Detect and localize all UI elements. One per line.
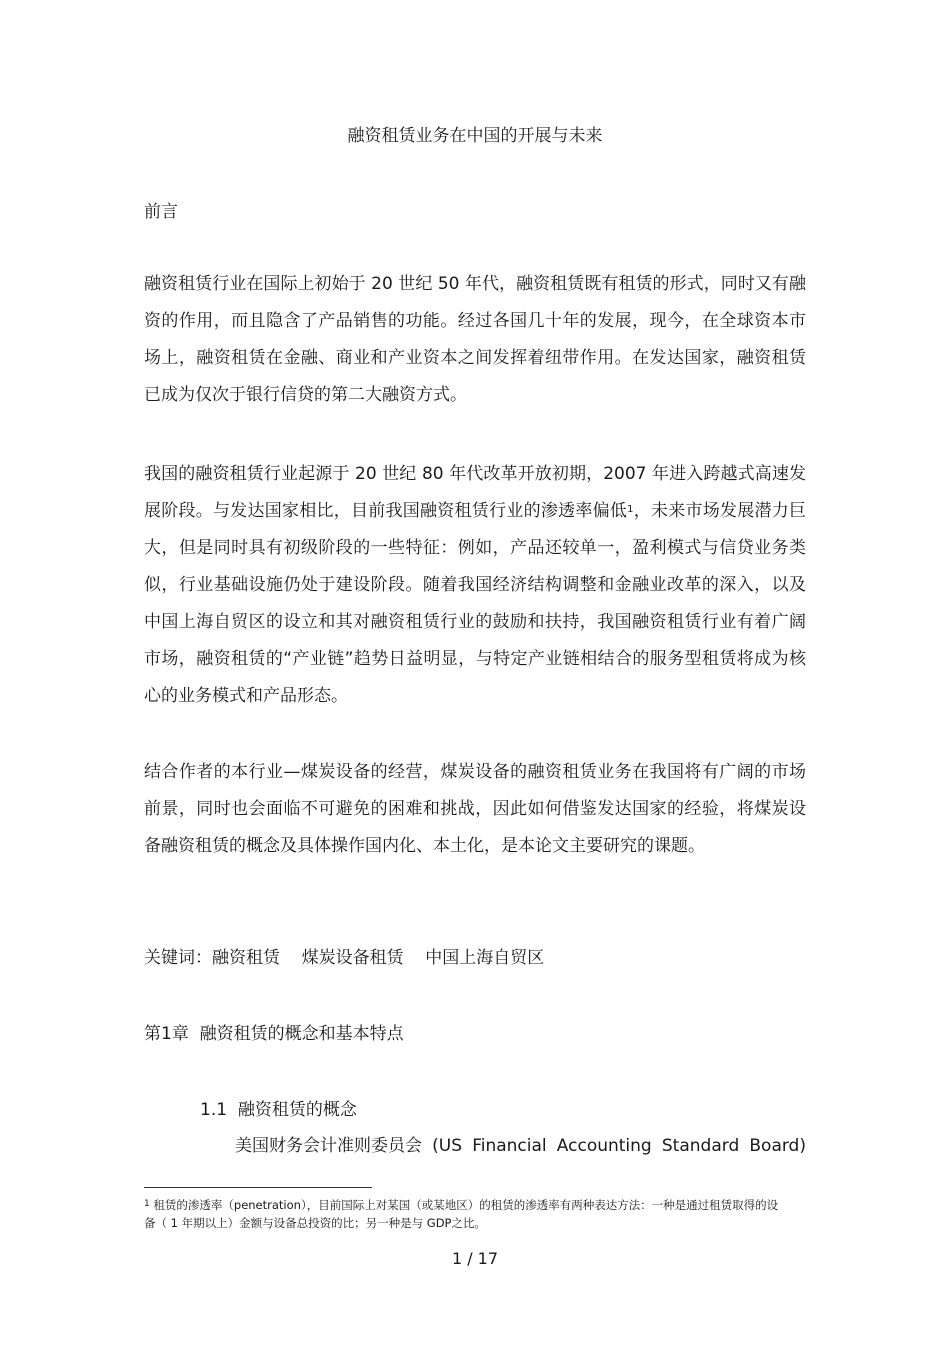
footnote-reference[interactable]: 1 <box>627 504 634 515</box>
page-number: 1 / 17 <box>451 1249 499 1268</box>
section-line-word: 美国财务会计准则委员会 <box>235 1136 422 1156</box>
section-heading: 1.1 融资租赁的概念 <box>200 1100 357 1120</box>
footnote-divider <box>144 1187 372 1188</box>
section-line-word: Standard <box>661 1136 740 1156</box>
section-first-line <box>235 1134 806 1158</box>
section-line-word: Accounting <box>556 1136 652 1156</box>
footnote-text: 租赁的渗透率（penetration），目前国际上对某国（或某地区）的租赁的渗透率有两种表达方法：一种是通过租赁取得的设备（ 1 年期以上）金额与设备总投资的比；另一种是与 GDP之比。 <box>144 1198 779 1230</box>
paragraph-2 <box>144 456 806 715</box>
section-line-word: Financial <box>472 1136 547 1156</box>
section-line-word: (US <box>432 1136 463 1156</box>
paragraph-3: 结合作者的本行业—煤炭设备的经营，煤炭设备的融资租赁业务在我国将有广阔的市场前景，同时也会面临不可避免的困难和挑战，因此如何借鉴发达国家的经验，将煤炭设备融资租赁的概念及具体操作国内化、本土化，是本论文主要研究的课题。 <box>144 762 806 856</box>
keywords-line: 关键词：融资租赁 煤炭设备租赁 中国上海自贸区 <box>144 948 545 968</box>
document-title: 融资租赁业务在中国的开展与未来 <box>347 126 603 146</box>
paragraph-1: 融资租赁行业在国际上初始于 20 世纪 50 年代，融资租赁既有租赁的形式，同时又有融资的作用，而且隐含了产品销售的功能。经过各国几十年的发展，现今，在全球资本市场上，融资租赁在金融、商业和产业资本之间发挥着纽带作用。在发达国家，融资租赁已成为仅次于银行信贷的第二大融资方式。 <box>144 274 806 405</box>
chapter-heading: 第1章 融资租赁的概念和基本特点 <box>144 1024 404 1044</box>
footnote-marker: 1 <box>144 1199 150 1209</box>
section-line-word: Board) <box>749 1136 806 1156</box>
footnote <box>144 1196 784 1232</box>
preface-heading: 前言 <box>144 202 178 222</box>
paragraph-2-text-a: 我国的融资租赁行业起源于 20 世纪 80 年代改革开放初期，2007 年进入跨越式高速发展阶段。与发达国家相比，目前我国融资租赁行业的渗透率偏低 <box>144 464 806 521</box>
paragraph-2-text-b: ，未来市场发展潜力巨大，但是同时具有初级阶段的一些特征：例如，产品还较单一，盈利模式与信贷业务类似，行业基础设施仍处于建设阶段。随着我国经济结构调整和金融业改革的深入，以及中国上海自贸区的设立和其对融资租赁行业的鼓励和扶持，我国融资租赁行业有着广阔市场，融资租赁的“产业链”趋势日益明显，与特定产业链相结合的服务型租赁将成为核心的业务模式和产品形态。 <box>144 501 807 706</box>
